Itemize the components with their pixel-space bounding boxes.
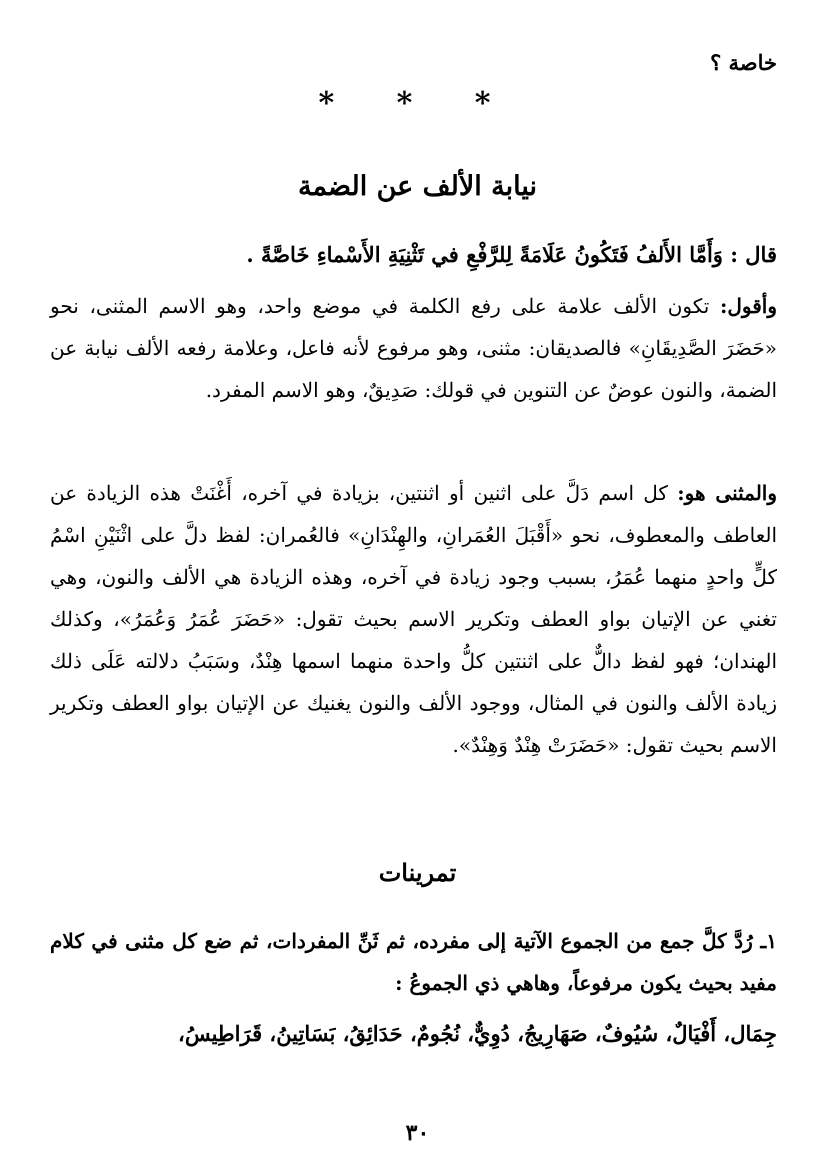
continuation-text: خاصة ؟ bbox=[710, 50, 777, 75]
exercise-word-list: جِمَال، أَفْيَالٌ، سُيُوفٌ، صَهَارِيجُ، دُوِيٌّ، نُجُومٌ، حَدَائِقُ، بَسَاتِينُ، قَرَاطِيسُ، bbox=[178, 1021, 777, 1046]
page-number: ٣٠ bbox=[405, 1120, 430, 1146]
quote-text: وَأَمَّا الأَلفُ فَتَكُونُ عَلَامَةً لِلرَّفْعِ في تَثْنِيَةِ الأَسْماءِ خَاصَّةً . bbox=[246, 242, 723, 267]
paragraph-1-text: تكون الألف علامة على رفع الكلمة في موضع واحد، وهو الاسم المثنى، نحو «حَضَرَ الصَّدِيقَانِ» فالصديقان: مثنى، وهو مرفوع لأنه فاعل، وعلامة رفعه الألف نيابة عن الضمة، والنون عوضٌ عن التنوين في قولك: صَدِيقٌ، وهو الاسم المفرد. bbox=[50, 294, 777, 402]
section-separator: * * * bbox=[318, 86, 517, 121]
exercises-title: تمرينات bbox=[378, 858, 457, 887]
paragraph-1 bbox=[50, 285, 777, 411]
paragraph-2 bbox=[50, 472, 777, 766]
paragraph-2-text: كل اسم دَلَّ على اثنين أو اثنتين، بزيادة في آخره، أَغْنَتْ هذه الزيادة عن العاطف والمعطوف، نحو «أَقْبَلَ العُمَرانِ، والهِنْدَانِ» فالعُمران: لفظ دلَّ على اثْنَيْنِ اسْمُ كلٍّ واحدٍ منهما عُمَرُ، بسبب وجود زيادة في آخره، وهذه الزيادة هي الألف والنون، وهي تغني عن الإتيان بواو العطف وتكرير الاسم بحيث تقول: «حَضَرَ عُمَرُ وَعُمَرُ»، وكذلك الهندان؛ فهو لفظ دالٌّ على اثنتين كلُّ واحدة منهما اسمها هِنْدٌ، وسَبَبُ دلالته عَلَى ذلك زيادة الألف والنون في المثال، ووجود الألف والنون يغنيك عن الإتيان بواو العطف وتكرير الاسم بحيث تقول: «حَضَرَتْ هِنْدٌ وَهِنْدٌ». bbox=[50, 481, 777, 757]
paragraph-1-lead: وأقول: bbox=[719, 294, 778, 318]
quote-label: قال : bbox=[730, 242, 777, 267]
paragraph-2-lead: والمثنى هو: bbox=[677, 481, 778, 505]
section-title: نيابة الألف عن الضمة bbox=[297, 171, 538, 202]
quote-line bbox=[50, 238, 777, 272]
exercise-item-1: ١ـ رُدَّ كلَّ جمع من الجموع الآتية إلى مفرده، ثم ثَنِّ المفردات، ثم ضع كل مثنى في كلام مفيد بحيث يكون مرفوعاً، وهاهي ذي الجموعُ : bbox=[50, 929, 777, 995]
